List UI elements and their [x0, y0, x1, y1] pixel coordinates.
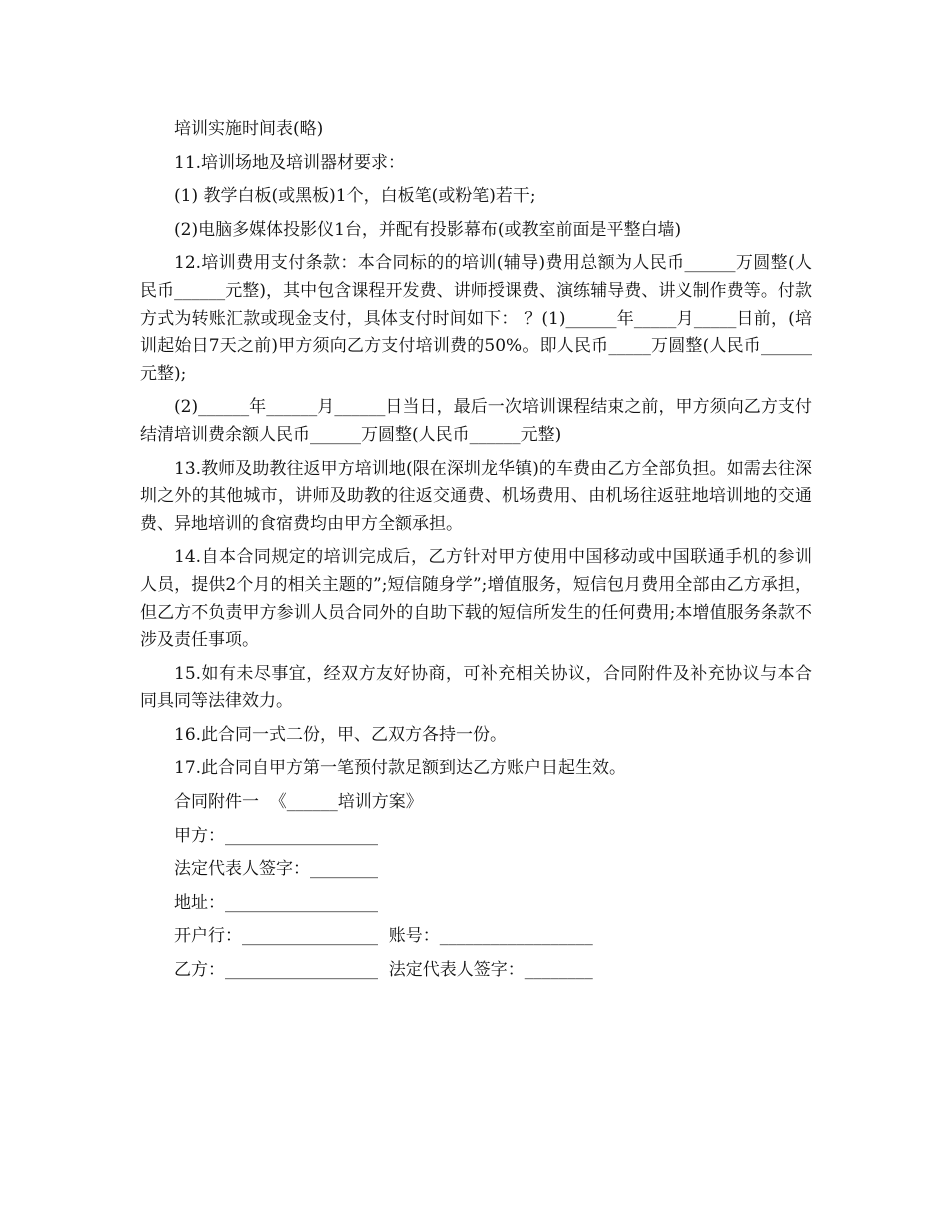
legal-rep-signature-line: 法定代表人签字：________	[174, 859, 378, 880]
party-b-line: 乙方：__________________ 法定代表人签字：________	[174, 960, 593, 981]
contract-body	[140, 116, 812, 991]
paragraph-clause-11-item-2: (2)电脑多媒体投影仪1台，并配有投影幕布(或教室前面是平整白墙)	[174, 219, 682, 240]
paragraph-clause-13: 13.教师及助教往返甲方培训地(限在深圳龙华镇)的车费由乙方全部负担。如需去往深圳之外的其他城市，讲师及助教的往返交通费、机场费用、由机场往返驻地培训地的交通费、异地培训的食宿费均由甲方全额承担。	[140, 458, 812, 534]
bank-account-line: 开户行：________________ 账号：__________________	[174, 926, 593, 947]
party-a-line: 甲方：__________________	[174, 825, 378, 846]
paragraph-clause-14: 14.自本合同规定的培训完成后，乙方针对甲方使用中国移动或中国联通手机的参训人员，提供2个月的相关主题的”;短信随身学”;增值服务，短信包月费用全部由乙方承担，但乙方不负责甲方参训人员合同外的自助下载的短信所发生的任何费用;本增值服务条款不涉及责任事项。	[140, 547, 812, 651]
paragraph-clause-16: 16.此合同一式二份，甲、乙双方各持一份。	[174, 724, 508, 745]
paragraph-clause-11-item-1: (1) 教学白板(或黑板)1个，白板笔(或粉笔)若干;	[174, 186, 536, 207]
paragraph-clause-12-item-2: (2)______年______月______日当日，最后一次培训课程结束之前，甲方须向乙方支付结清培训费余额人民币______万圆整(人民币______元整)	[140, 397, 812, 445]
paragraph-clause-17: 17.此合同自甲方第一笔预付款足额到达乙方账户日起生效。	[174, 758, 627, 779]
paragraph-clause-11: 11.培训场地及培训器材要求：	[174, 152, 406, 173]
paragraph-clause-12: 12.培训费用支付条款：本合同标的的培训(辅导)费用总额为人民币______万圆整(人民币______元整)，其中包含课程开发费、讲师授课费、演练辅导费、讲义制作费等。付款方式为转账汇款或现金支付，具体支付时间如下： ？(1)______年_____月_____日前，(培训起始日7天之前)甲方须向乙方支付培训费的50%。即人民币_____万圆整(人民币______元整);	[140, 253, 812, 384]
paragraph-schedule: 培训实施时间表(略)	[174, 119, 324, 139]
attachment-line: 合同附件一 《______培训方案》	[174, 792, 423, 813]
paragraph-clause-15: 15.如有未尽事宜，经双方友好协商，可补充相关协议，合同附件及补充协议与本合同具同等法律效力。	[140, 663, 812, 712]
address-line: 地址：__________________	[174, 892, 378, 913]
